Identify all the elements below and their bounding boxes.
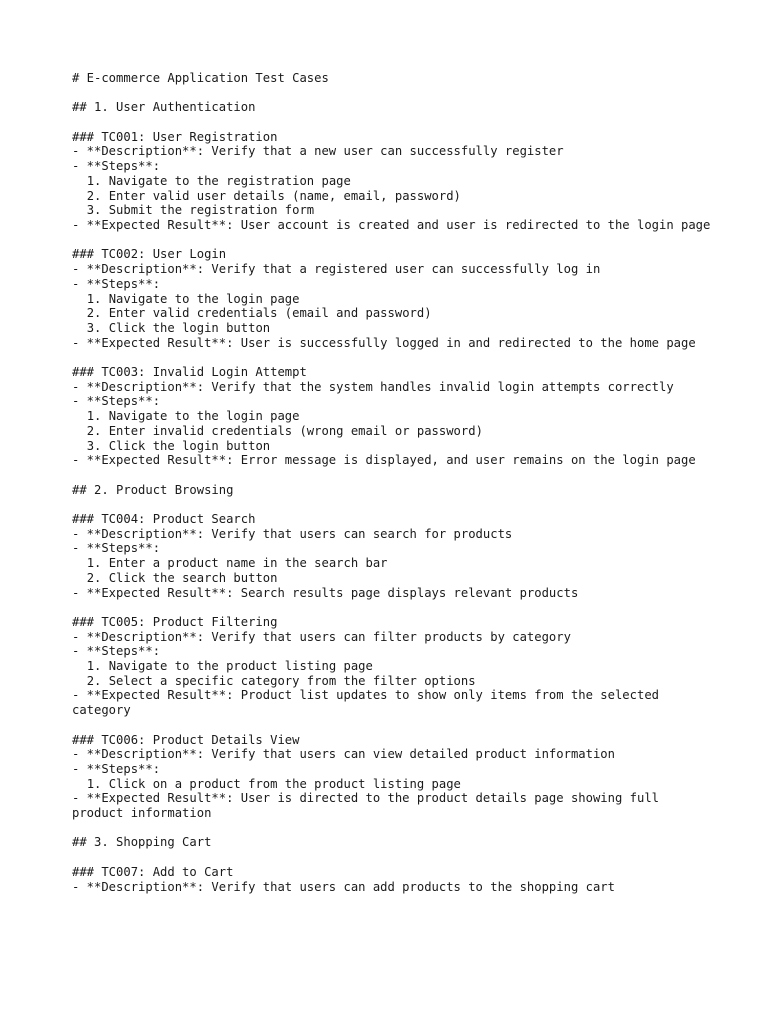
blank-line	[72, 821, 712, 836]
step-item: 1. Click on a product from the product listing page	[72, 776, 461, 791]
test-case-heading: ### TC004: Product Search	[72, 512, 256, 526]
step-item: 3. Click the login button	[72, 320, 271, 335]
blank-line	[72, 350, 712, 365]
steps-label: - **Steps**:	[72, 644, 161, 659]
description-line: - **Description**: Verify that a new user can successfully register	[72, 144, 564, 159]
expected-result-line: - **Expected Result**: Error message is displayed, and user remains on the login page	[72, 453, 696, 468]
test-case-heading: ### TC003: Invalid Login Attempt	[72, 365, 307, 379]
blank-line	[72, 850, 712, 865]
step-item: 1. Navigate to the login page	[72, 291, 300, 306]
step-item: 2. Click the search button	[72, 570, 278, 585]
description-line: - **Description**: Verify that the system handles invalid login attempts correctly	[72, 379, 674, 394]
description-line: - **Description**: Verify that users can search for products	[72, 526, 513, 541]
step-item: 2. Select a specific category from the filter options	[72, 673, 476, 688]
step-item: 2. Enter valid user details (name, email, password)	[72, 188, 461, 203]
step-item: 2. Enter invalid credentials (wrong email or password)	[72, 423, 483, 438]
steps-label: - **Steps**:	[72, 276, 161, 291]
section-heading: ## 1. User Authentication	[72, 100, 256, 115]
steps-label: - **Steps**:	[72, 541, 161, 556]
expected-result-line: - **Expected Result**: User is directed to the product details page showing full product information	[72, 791, 667, 821]
step-item: 3. Submit the registration form	[72, 203, 315, 218]
step-item: 2. Enter valid credentials (email and password)	[72, 306, 432, 321]
step-item: 3. Click the login button	[72, 438, 271, 453]
step-item: 1. Navigate to the product listing page	[72, 659, 373, 674]
step-item: 1. Navigate to the registration page	[72, 173, 351, 188]
blank-line	[72, 115, 712, 130]
steps-label: - **Steps**:	[72, 159, 161, 174]
section-heading: ## 3. Shopping Cart	[72, 835, 212, 850]
step-item: 1. Navigate to the login page	[72, 409, 300, 424]
step-item: 1. Enter a product name in the search bar	[72, 556, 388, 571]
blank-line	[72, 468, 712, 483]
test-case-heading: ### TC006: Product Details View	[72, 732, 300, 747]
expected-result-line: - **Expected Result**: Search results page displays relevant products	[72, 585, 579, 600]
blank-line	[72, 718, 712, 733]
section-heading: ## 2. Product Browsing	[72, 482, 234, 497]
steps-label: - **Steps**:	[72, 761, 161, 776]
blank-line	[72, 497, 712, 512]
expected-result-line: - **Expected Result**: Product list updates to show only items from the selected category	[72, 688, 667, 718]
test-case-heading: ### TC001: User Registration	[72, 129, 278, 144]
blank-line	[72, 86, 712, 101]
test-case-heading: ### TC002: User Login	[72, 247, 227, 262]
description-line: - **Description**: Verify that users can filter products by category	[72, 629, 571, 644]
test-case-heading: ### TC007: Add to Cart	[72, 864, 234, 879]
description-line: - **Description**: Verify that users can view detailed product information	[72, 747, 615, 762]
document-title: # E-commerce Application Test Cases	[72, 71, 329, 85]
steps-label: - **Steps**:	[72, 394, 161, 409]
expected-result-line: - **Expected Result**: User account is created and user is redirected to the login page	[72, 218, 711, 232]
blank-line	[72, 600, 712, 615]
test-case-heading: ### TC005: Product Filtering	[72, 614, 278, 629]
expected-result-line: - **Expected Result**: User is successfully logged in and redirected to the home page	[72, 335, 696, 350]
description-line: - **Description**: Verify that users can add products to the shopping cart	[72, 879, 615, 894]
document-body	[72, 71, 712, 894]
blank-line	[72, 233, 712, 248]
description-line: - **Description**: Verify that a registered user can successfully log in	[72, 262, 601, 277]
